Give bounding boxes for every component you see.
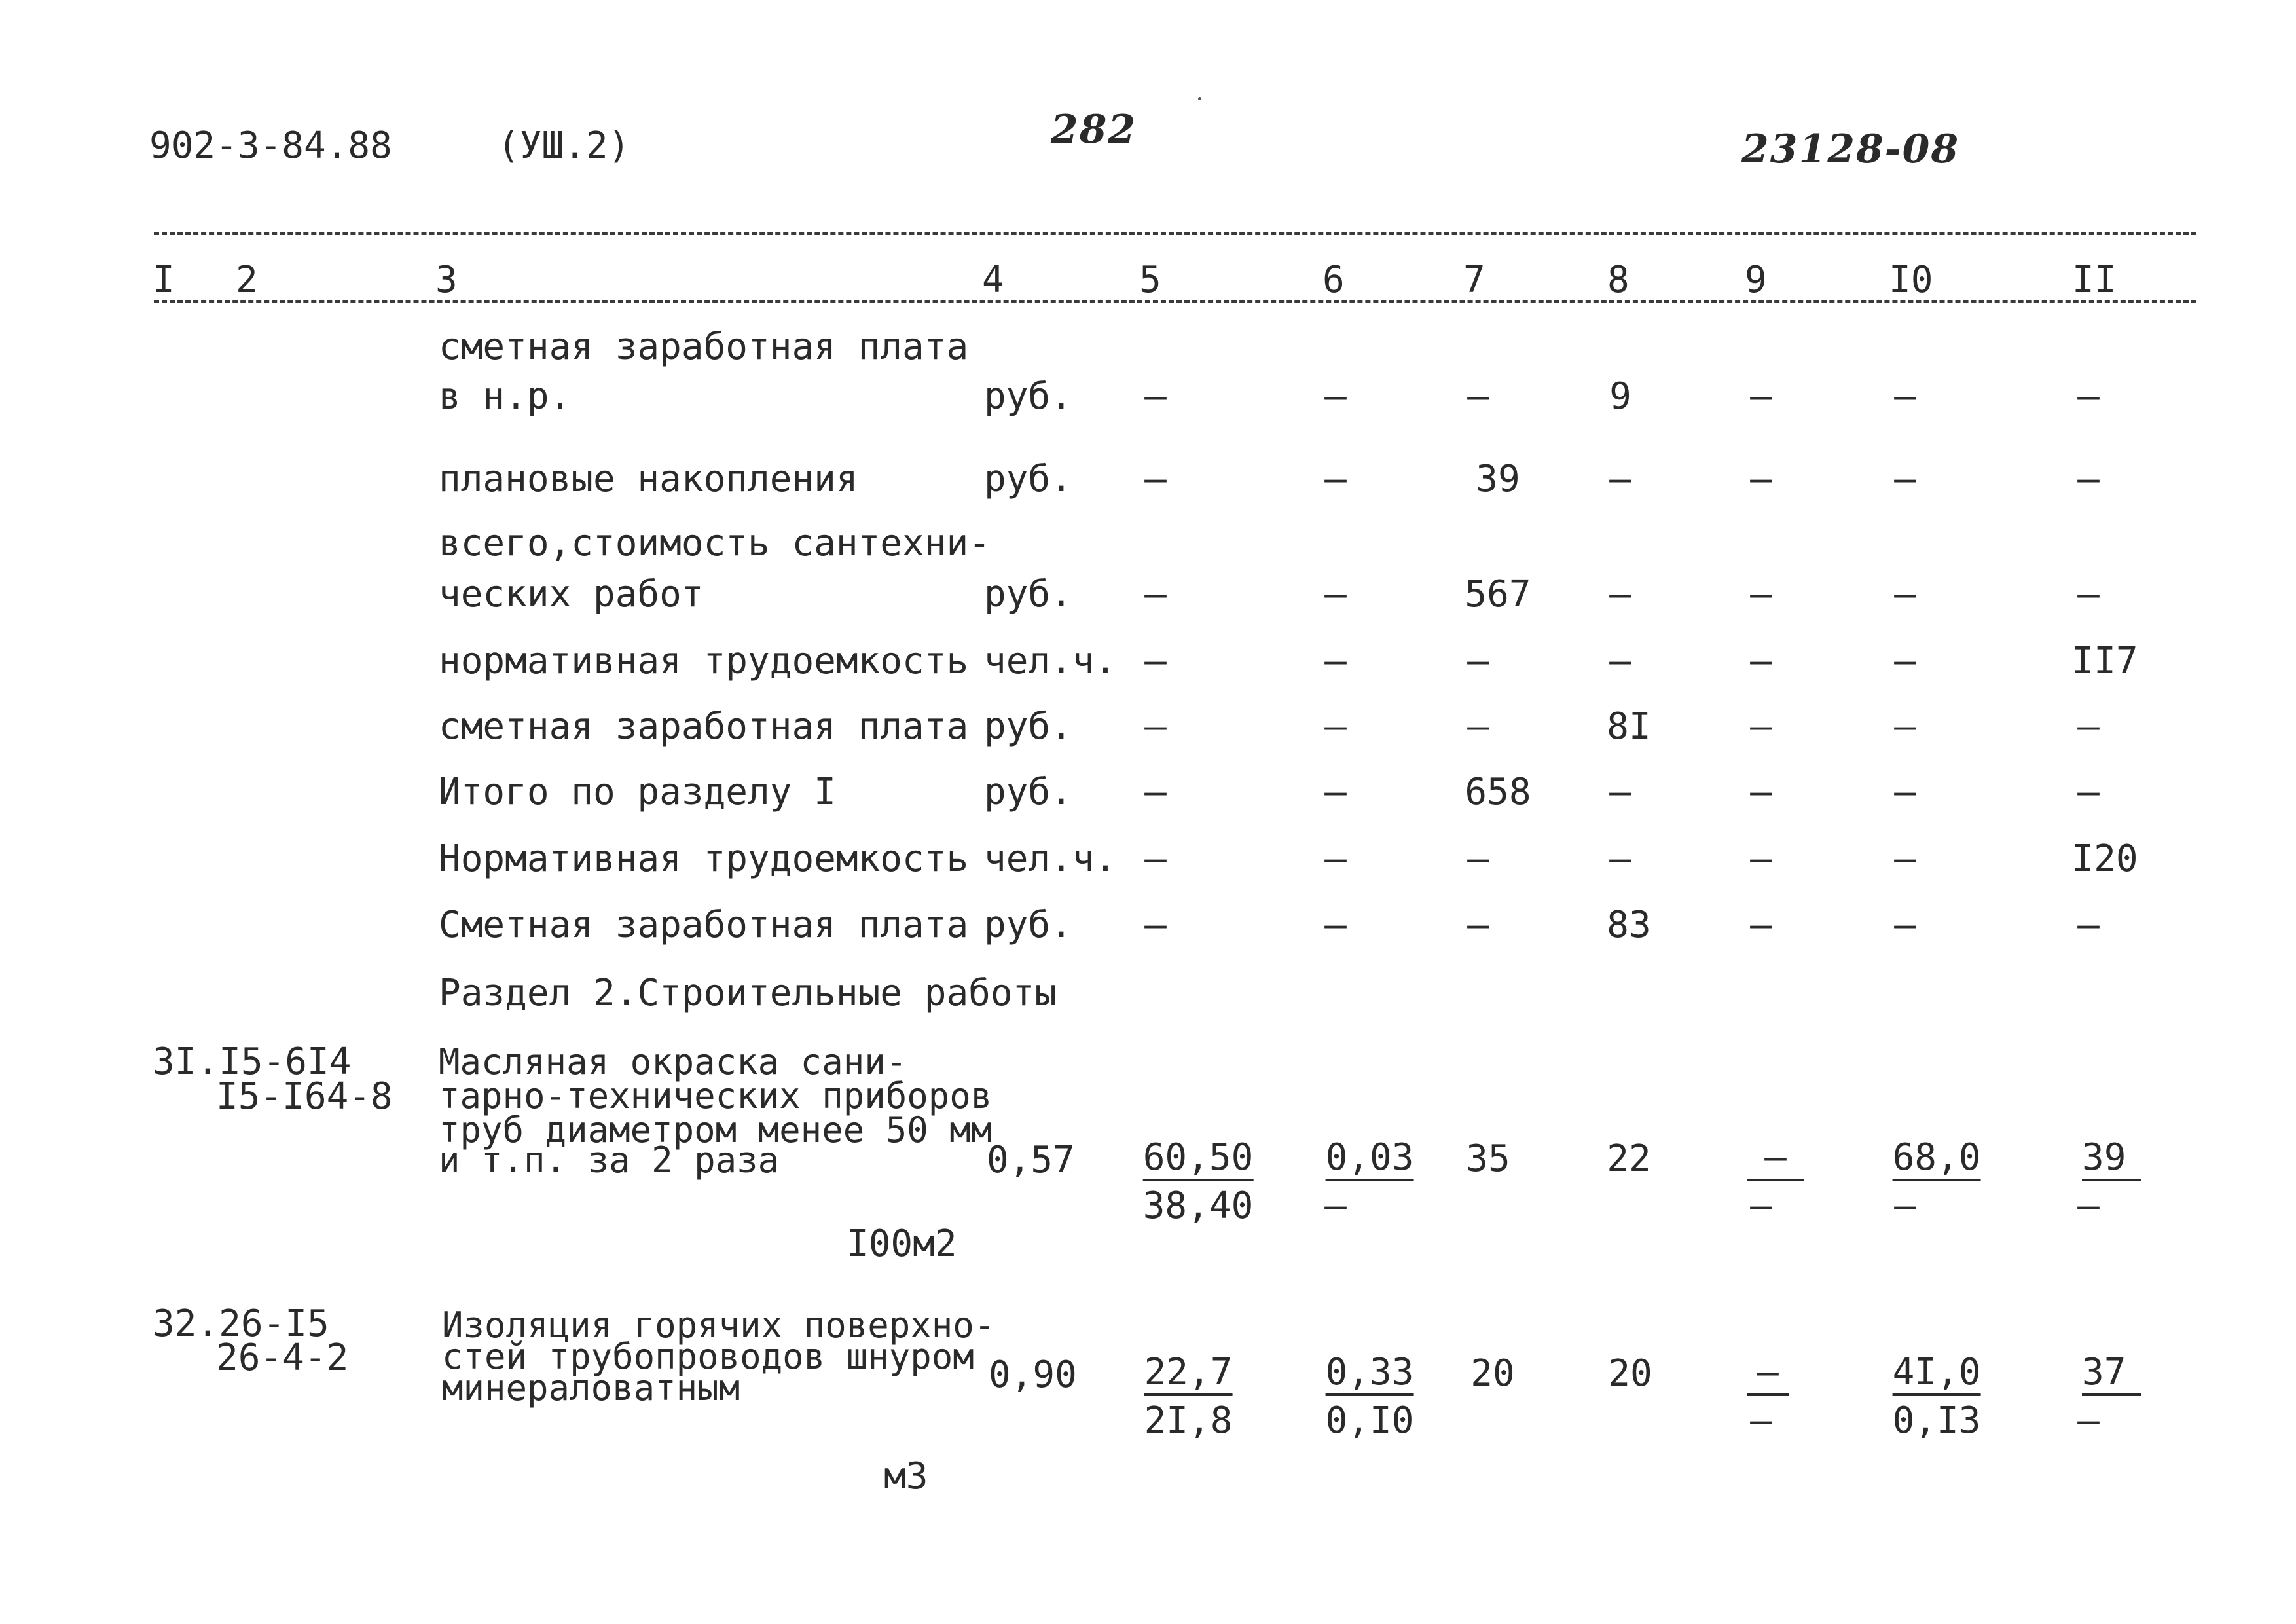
cell-col8: – <box>1609 573 1631 616</box>
row-unit: руб. <box>984 705 1072 748</box>
column-2-number: 2 <box>236 259 258 301</box>
cell-col6-bottom: – <box>1324 1185 1347 1227</box>
item-desc-line: и т.п. за 2 раза <box>439 1139 780 1181</box>
ink-dot <box>1198 97 1201 100</box>
cell-col11-bottom: – <box>2077 1399 2100 1442</box>
cell-col5-bottom: 38,40 <box>1142 1185 1254 1227</box>
cell-col5: – <box>1144 458 1167 500</box>
cell-col9-top: – <box>1747 1138 1804 1181</box>
cell-col10: – <box>1894 705 1916 748</box>
column-8-number: 8 <box>1607 259 1630 301</box>
row-name: Итого по разделу I <box>439 771 836 813</box>
column-7-number: 7 <box>1463 259 1485 301</box>
row-unit: руб. <box>984 573 1072 616</box>
item-code-secondary: 26-4-2 <box>216 1337 349 1379</box>
cell-col7: 20 <box>1470 1352 1515 1395</box>
cell-col8: – <box>1609 771 1631 813</box>
cell-col8: 9 <box>1609 375 1631 418</box>
cell-col6-top: 0,03 <box>1326 1138 1414 1181</box>
cell-col11-top: 37 <box>2082 1353 2141 1396</box>
cell-col9: – <box>1750 375 1772 418</box>
cell-col11: – <box>2077 458 2100 500</box>
item-code-primary: 32.26-I5 <box>153 1302 329 1345</box>
row-name: плановые накопления <box>439 458 858 500</box>
cell-col11: – <box>2077 771 2100 813</box>
cell-col10-bottom: 0,I3 <box>1892 1399 1981 1442</box>
section-title: Раздел 2.Строительные работы <box>439 972 1057 1014</box>
item-code-primary: 3I.I5-6I4 <box>153 1041 352 1083</box>
volume-label: (УШ.2) <box>498 124 630 167</box>
row-unit: руб. <box>984 458 1072 500</box>
cell-col5: – <box>1144 640 1167 682</box>
cell-col8: 83 <box>1607 904 1651 946</box>
row-unit: руб. <box>984 771 1072 813</box>
row-unit: руб. <box>984 375 1072 418</box>
item-quantity: 0,57 <box>987 1139 1075 1181</box>
cell-col11: – <box>2077 904 2100 946</box>
row-unit: руб. <box>984 904 1072 946</box>
cell-col5: – <box>1144 705 1167 748</box>
column-11-number: II <box>2072 259 2117 301</box>
cell-col6: – <box>1324 838 1347 880</box>
cell-col11: II7 <box>2071 640 2138 682</box>
cell-col9: – <box>1750 838 1772 880</box>
row-unit: чел.ч. <box>984 640 1117 682</box>
cell-col6: – <box>1324 705 1347 748</box>
cell-col7: – <box>1467 375 1489 418</box>
cell-col7: – <box>1467 640 1489 682</box>
cell-col6: – <box>1324 375 1347 418</box>
column-4-number: 4 <box>982 259 1004 301</box>
item-desc-line: тарно-технических приборов <box>439 1075 993 1116</box>
column-9-number: 9 <box>1745 259 1767 301</box>
cell-col8: – <box>1609 458 1631 500</box>
cell-col8: – <box>1609 838 1631 880</box>
cell-col11: – <box>2077 705 2100 748</box>
cell-col5-top: 60,50 <box>1143 1138 1254 1181</box>
cell-col5: – <box>1144 573 1167 616</box>
cell-col6: – <box>1324 573 1347 616</box>
cell-col9: – <box>1750 771 1772 813</box>
cell-col10-top: 68,0 <box>1893 1138 1981 1181</box>
row-name: Нормативная трудоемкость <box>439 838 969 880</box>
cell-col8: 8I <box>1607 705 1651 748</box>
row-name: в н.р. <box>439 375 572 418</box>
cell-col11: – <box>2077 375 2100 418</box>
cell-col9: – <box>1750 705 1772 748</box>
row-name: ческих работ <box>439 573 704 616</box>
cell-col10-top: 4I,0 <box>1893 1353 1981 1396</box>
item-quantity: 0,90 <box>989 1354 1077 1396</box>
cell-col10-bottom: – <box>1894 1185 1916 1227</box>
cell-col8: 20 <box>1608 1352 1652 1395</box>
cell-col5: – <box>1144 838 1167 880</box>
cell-col11-bottom: – <box>2077 1185 2100 1227</box>
cell-col7: 39 <box>1476 458 1520 500</box>
document-code: 902-3-84.88 <box>149 124 392 167</box>
cell-col7: – <box>1467 838 1489 880</box>
cell-col8: 22 <box>1607 1137 1651 1180</box>
cell-col7: 658 <box>1465 771 1531 813</box>
item-code-secondary: I5-I64-8 <box>216 1075 393 1118</box>
row-1-name-line1: сметная заработная плата <box>439 325 969 368</box>
row-name: нормативная трудоемкость <box>439 640 969 682</box>
cell-col6: – <box>1324 458 1347 500</box>
cell-col11: – <box>2077 573 2100 616</box>
cell-col6: – <box>1324 904 1347 946</box>
cell-col11: I20 <box>2071 838 2138 880</box>
cell-col9: – <box>1750 458 1772 500</box>
cell-col9-top: – <box>1747 1353 1789 1396</box>
cell-col6: – <box>1324 771 1347 813</box>
column-5-number: 5 <box>1139 259 1161 301</box>
item-desc-line: Масляная окраска сани- <box>439 1041 907 1082</box>
header-bottom-rule <box>154 300 2196 303</box>
cell-col5-top: 22,7 <box>1144 1353 1233 1396</box>
header-top-rule <box>154 232 2196 235</box>
cell-col5: – <box>1144 375 1167 418</box>
cell-col8: – <box>1609 640 1631 682</box>
cell-col5: – <box>1144 771 1167 813</box>
column-3-number: 3 <box>435 259 458 301</box>
row-3-name-line1: всего,стоимость сантехни- <box>439 522 991 564</box>
cell-col7: – <box>1467 705 1489 748</box>
cell-col7: 567 <box>1465 573 1531 616</box>
cell-col10: – <box>1894 375 1916 418</box>
cell-col9: – <box>1750 640 1772 682</box>
cell-col10: – <box>1894 771 1916 813</box>
cell-col9: – <box>1750 904 1772 946</box>
cell-col11-top: 39 <box>2082 1138 2141 1181</box>
cell-col5: – <box>1144 904 1167 946</box>
cell-col9-bottom: – <box>1750 1399 1772 1442</box>
item-unit: м3 <box>884 1455 928 1498</box>
row-unit: чел.ч. <box>984 838 1117 880</box>
cell-col7: – <box>1467 904 1489 946</box>
cell-col9: – <box>1750 573 1772 616</box>
item-desc-line: стей трубопроводов шнуром <box>442 1336 974 1377</box>
column-6-number: 6 <box>1322 259 1345 301</box>
column-10-number: I0 <box>1889 259 1933 301</box>
item-desc-line: Изоляция горячих поверхно- <box>442 1304 996 1346</box>
cell-col9-bottom: – <box>1750 1185 1772 1227</box>
cell-col10: – <box>1894 573 1916 616</box>
cell-col10: – <box>1894 838 1916 880</box>
cell-col6: – <box>1324 640 1347 682</box>
item-desc-line: минераловатным <box>442 1367 740 1409</box>
cell-col6-top: 0,33 <box>1326 1353 1414 1396</box>
cell-col7: 35 <box>1466 1137 1510 1180</box>
cell-col5-bottom: 2I,8 <box>1144 1399 1233 1442</box>
page-number: 282 <box>1051 107 1137 153</box>
cell-col10: – <box>1894 458 1916 500</box>
row-name: сметная заработная плата <box>439 705 969 748</box>
cell-col10: – <box>1894 904 1916 946</box>
item-desc-line: труб диаметром менее 50 мм <box>439 1109 993 1151</box>
column-1-number: I <box>153 259 175 301</box>
cell-col10: – <box>1894 640 1916 682</box>
item-unit: I00м2 <box>847 1223 957 1265</box>
row-name: Сметная заработная плата <box>439 904 969 946</box>
archive-number: 23128-08 <box>1741 126 1960 172</box>
cell-col6-bottom: 0,I0 <box>1325 1399 1414 1442</box>
